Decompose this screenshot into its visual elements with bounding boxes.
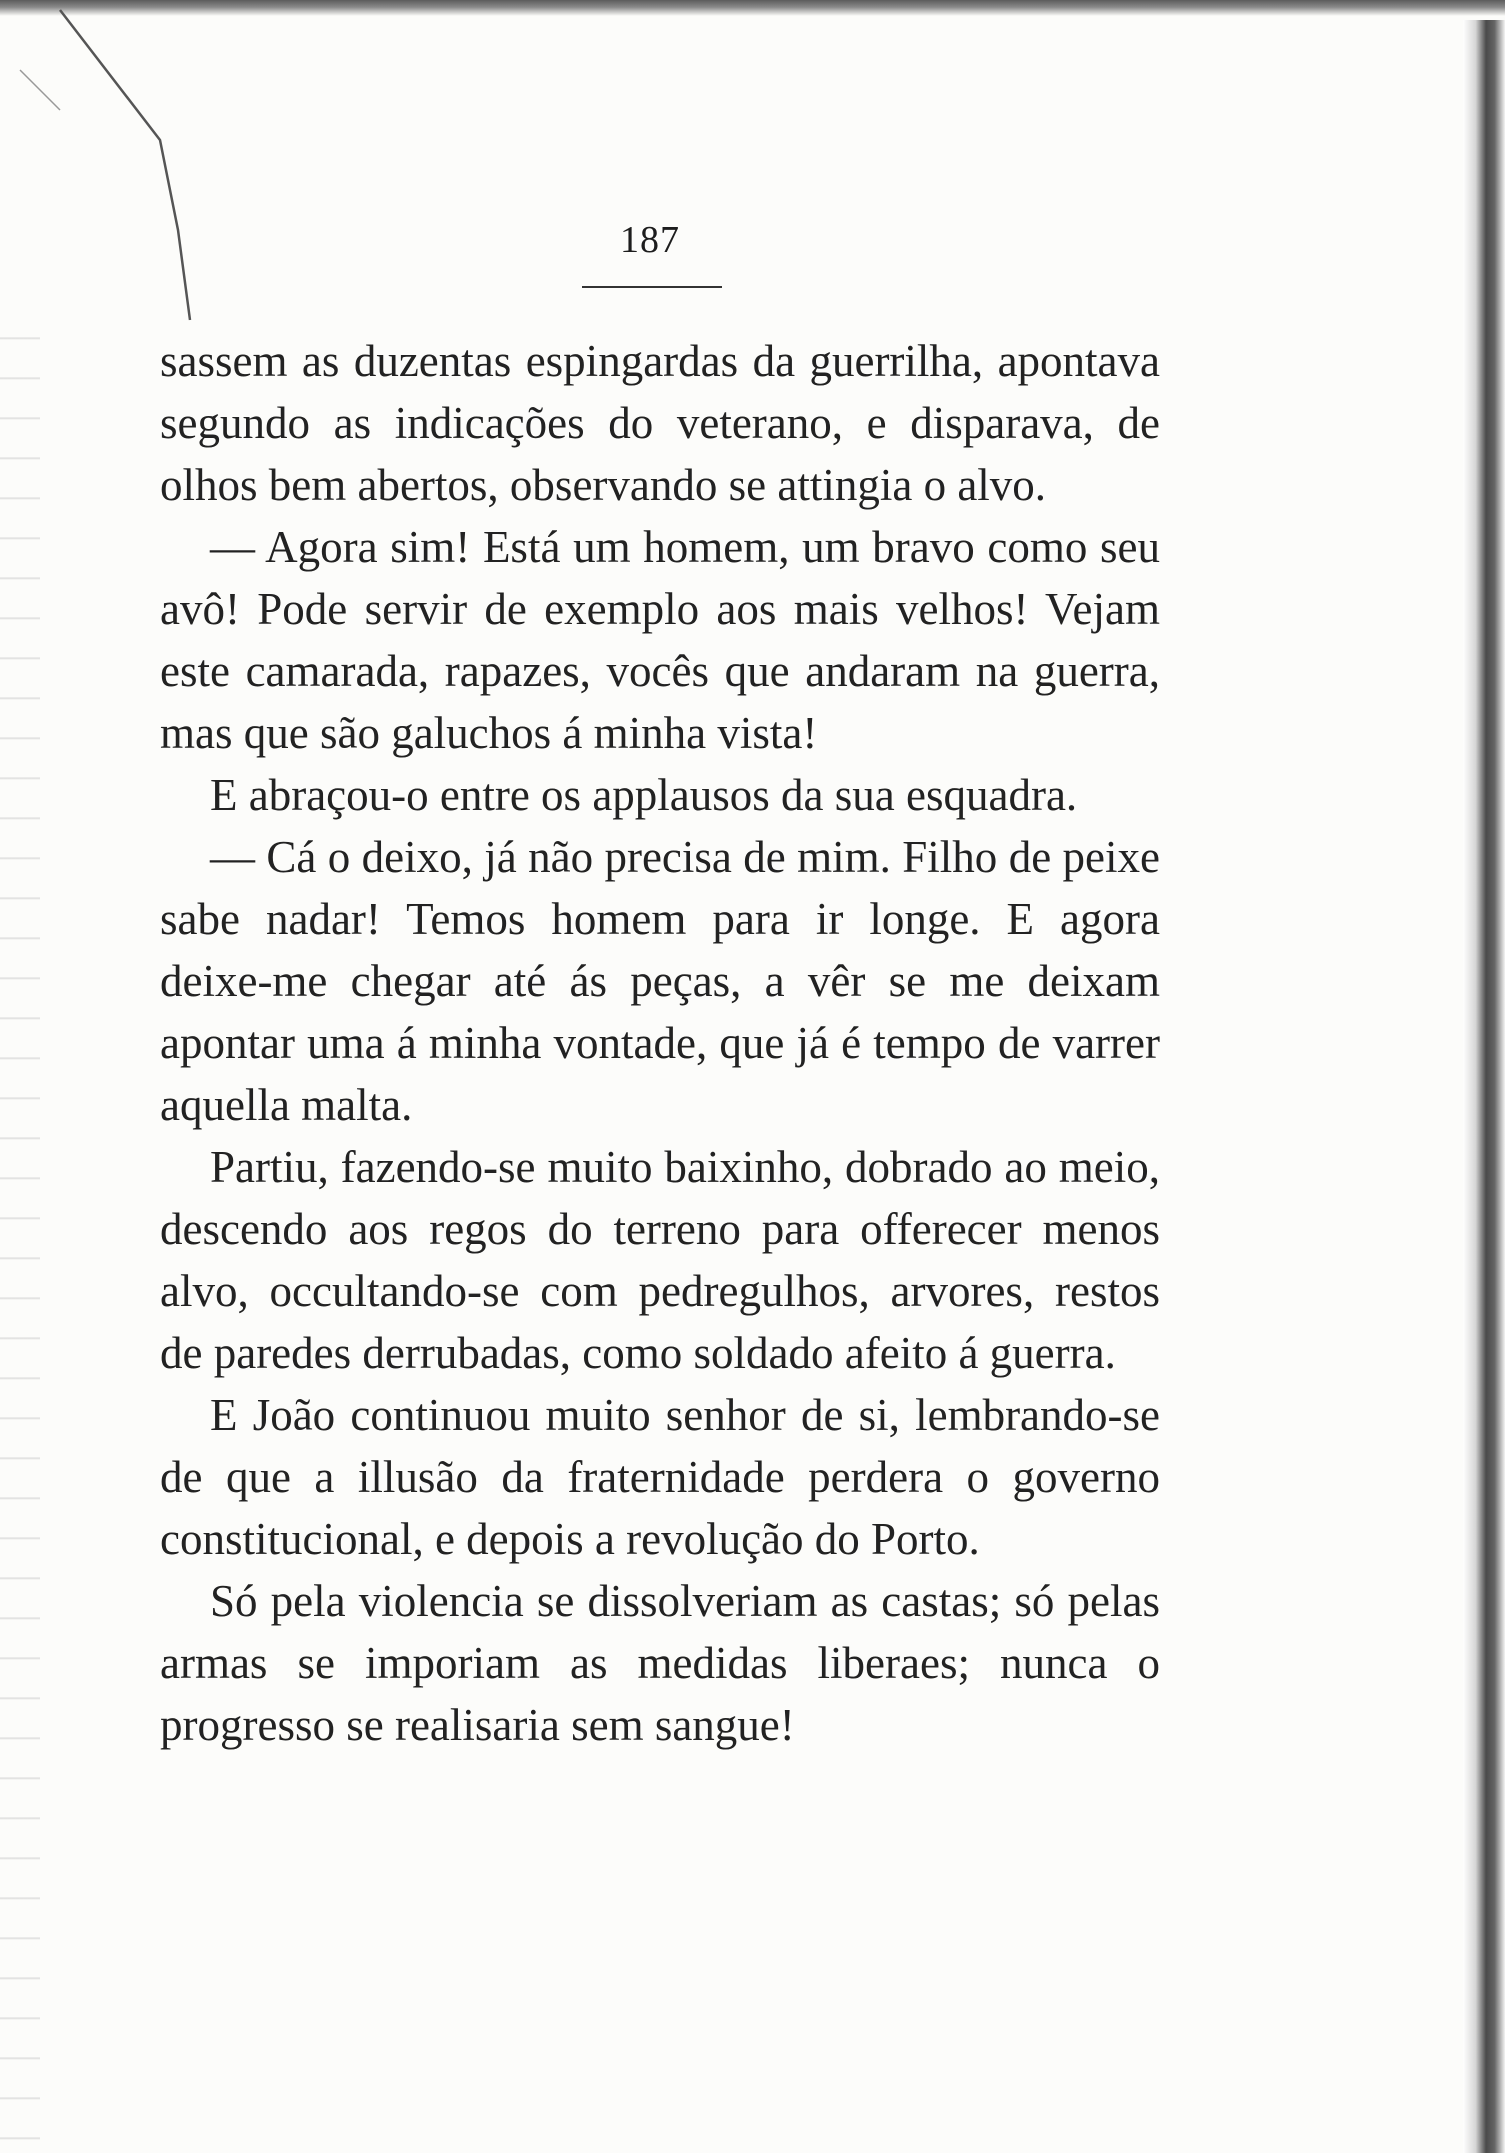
paragraph: E abraçou-o entre os applausos da sua esquadra.	[210, 770, 1078, 820]
header-rule	[582, 286, 722, 288]
paragraph: Só pela violencia se dissolveriam as castas; só pelas armas se imporiam as medidas liberaes; nunca o progresso se realisaria sem sangue!	[160, 1576, 1160, 1750]
paragraph: E João continuou muito senhor de si, lembrando-se de que a illusão da fraternidade perdera o governo constitucional, e depois a revolução do Porto.	[160, 1390, 1160, 1564]
scan-binding-edge	[1463, 20, 1505, 2153]
paragraph: Partiu, fazendo-se muito baixinho, dobrado ao meio, descendo aos regos do terreno para offerecer menos alvo, occultando-se com pedregulhos, arvores, restos de paredes derrubadas, como soldado afeito á guerra.	[160, 1142, 1160, 1378]
paragraph: sassem as duzentas espingardas da guerrilha, apontava segundo as indicações do veterano, e disparava, de olhos bem abertos, observando se attingia o alvo.	[160, 336, 1160, 510]
scan-left-speckle	[0, 300, 40, 2150]
paragraph: — Cá o deixo, já não precisa de mim. Filho de peixe sabe nadar! Temos homem para ir longe. E agora deixe-me chegar até ás peças, a vêr se me deixam apontar uma á minha vontade, que já é tempo de varrer aquella malta.	[160, 832, 1160, 1130]
body-text	[160, 330, 1160, 1756]
page-number: 187	[620, 219, 680, 261]
paragraph: — Agora sim! Está um homem, um bravo como seu avô! Pode servir de exemplo aos mais velhos! Vejam este camarada, rapazes, vocês que andaram na guerra, mas que são galuchos á minha vista!	[160, 522, 1160, 758]
page-crease-mark	[0, 0, 240, 340]
